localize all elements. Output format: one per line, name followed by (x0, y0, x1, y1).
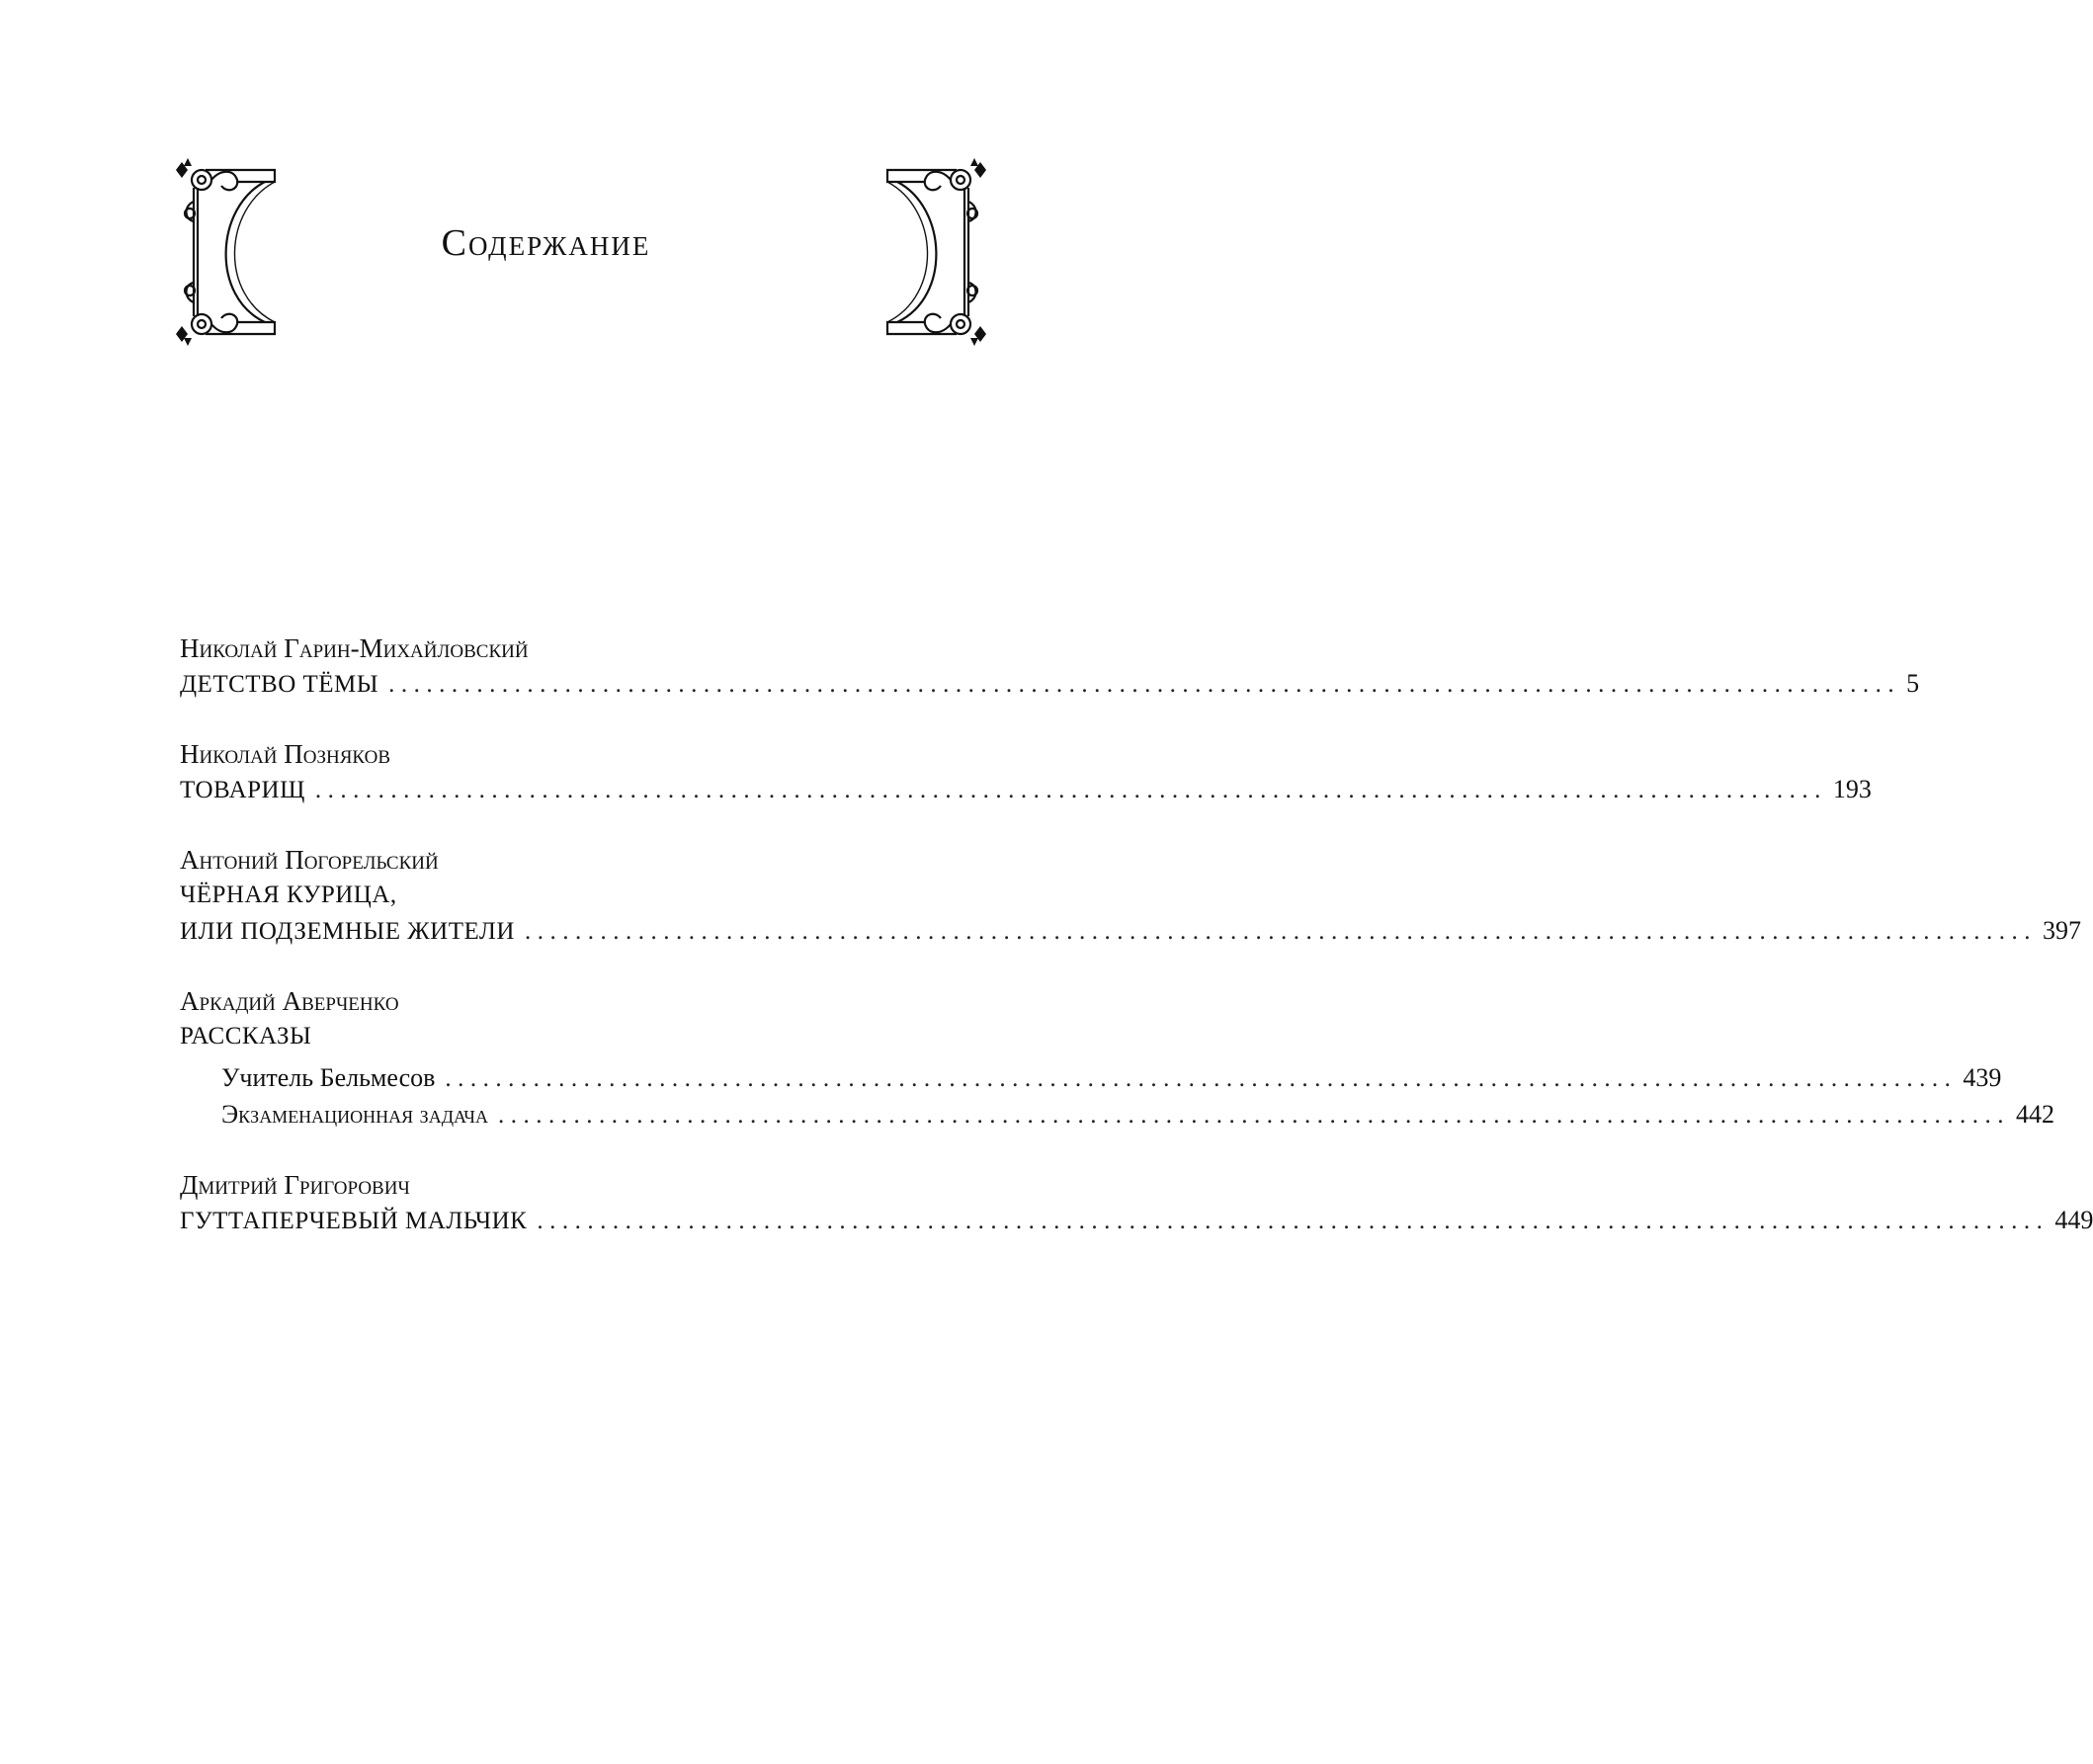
toc-row[interactable] (180, 1203, 2093, 1239)
toc-author: Антоний Погорельский (180, 845, 439, 875)
dot-leader: ........................................................................................................................ (388, 671, 1901, 698)
dot-leader: ........................................................................................................................ (314, 777, 1827, 803)
toc-page-number: 449 (2054, 1206, 2093, 1234)
toc-title: РАССКАЗЫ (180, 1023, 312, 1050)
dot-leader: ........................................................................................................................ (445, 1065, 1958, 1092)
toc-author: Дмитрий Григорович (180, 1170, 410, 1200)
toc-entry (180, 630, 1920, 703)
toc-title: ГУТТАПЕРЧЕВЫЙ МАЛЬЧИК (180, 1208, 528, 1234)
dot-leader: ........................................................................................................................ (524, 918, 2037, 945)
toc-author: Аркадий Аверченко (180, 986, 399, 1016)
toc-page-number: 442 (2015, 1100, 2054, 1129)
toc-entry (180, 842, 2081, 950)
dot-leader: ........................................................................................................................ (537, 1208, 2050, 1234)
table-of-contents (180, 630, 2093, 1273)
toc-page-number: 397 (2042, 916, 2081, 945)
toc-subitem-label: Экзаменационная задача (221, 1100, 488, 1129)
toc-subitem-row[interactable] (180, 1060, 2002, 1097)
toc-title: ТОВАРИЩ (180, 777, 305, 803)
toc-entry (180, 1167, 2093, 1239)
toc-author: Николай Гарин-Михайловский (180, 633, 529, 663)
dot-leader: ........................................................................................................................ (497, 1102, 2010, 1129)
toc-entry (180, 736, 1872, 808)
scroll-ornament-right-icon (882, 158, 986, 346)
toc-title: ДЕТСТВО ТЁМЫ (180, 671, 379, 698)
toc-author: Николай Позняков (180, 739, 390, 769)
toc-row[interactable] (180, 772, 1872, 808)
toc-page-number: 5 (1906, 669, 1920, 698)
toc-row[interactable] (180, 666, 1920, 703)
page-title: Содержание (441, 222, 651, 264)
toc-title: ЧЁРНАЯ КУРИЦА, (180, 882, 397, 908)
toc-entry (180, 983, 2054, 1134)
toc-row[interactable] (180, 913, 2081, 950)
toc-subitem-label: Учитель Бельмесов (221, 1063, 436, 1092)
toc-title: ИЛИ ПОДЗЕМНЫЕ ЖИТЕЛИ (180, 918, 515, 945)
toc-page-number: 193 (1832, 775, 1872, 803)
toc-page-number: 439 (1963, 1063, 2002, 1092)
toc-subitem-row[interactable] (180, 1097, 2054, 1134)
